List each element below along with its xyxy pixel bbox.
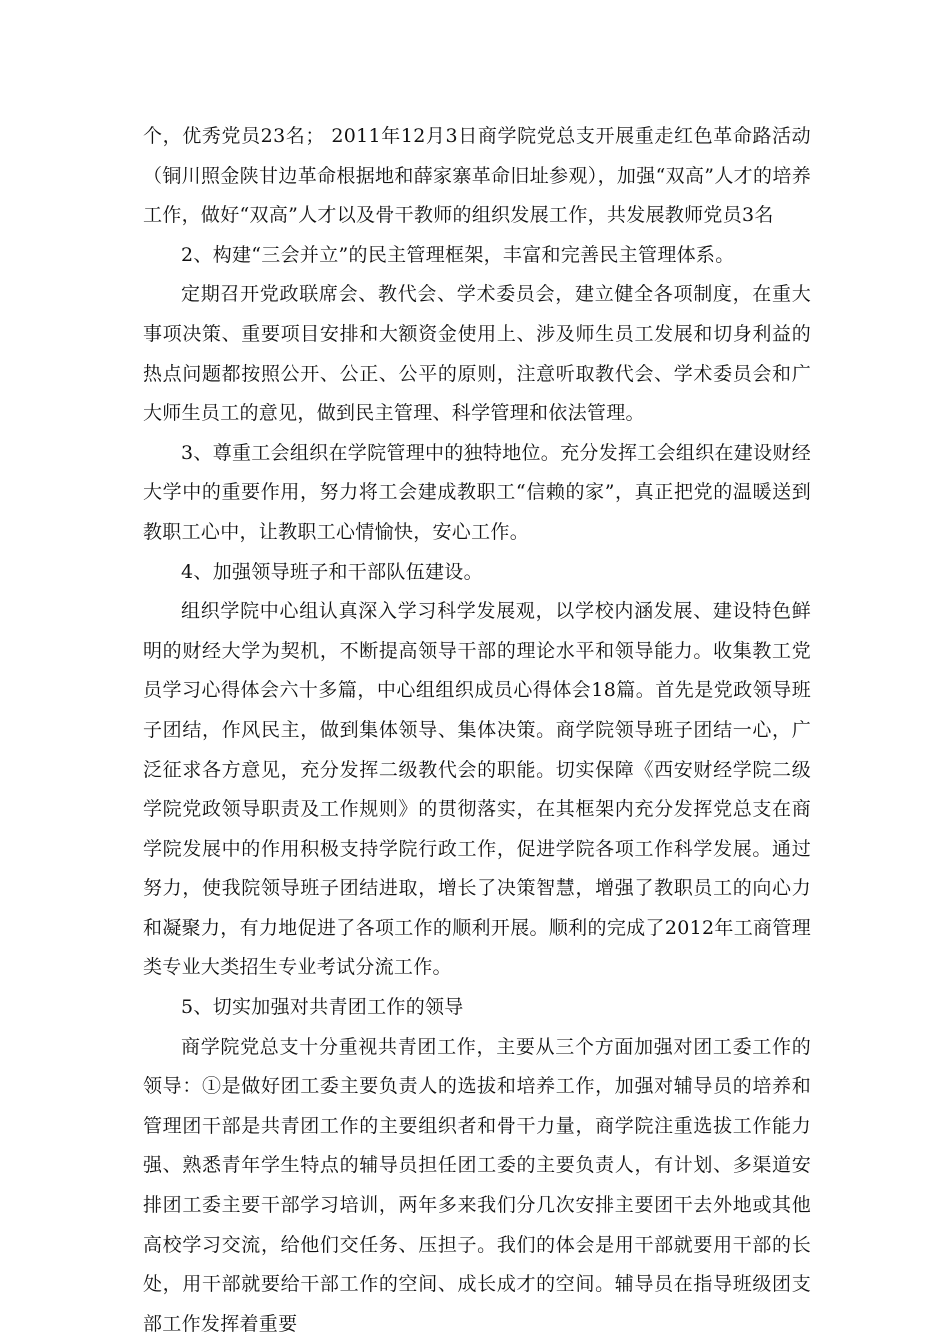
paragraph-party-members-development: 个，优秀党员23名； 2011年12月3日商学院党总支开展重走红色革命路活动（铜川照金陕甘边革命根据地和薛家寨革命旧址参观），加强“双高”人才的培养工作，做好“双高”人才以及骨干教师的组织发展工作，共发展教师党员3名 — [143, 125, 811, 227]
paragraph-trade-union: 3、尊重工会组织在学院管理中的独特地位。充分发挥工会组织在建设财经大学中的重要作用，努力将工会建成教职工“信赖的家”，真正把党的温暖送到教职工心中，让教职工心情愉快，安心工作。 — [143, 441, 811, 543]
paragraph-leadership-team: 组织学院中心组认真深入学习科学发展观，以学校内涵发展、建设特色鲜明的财经大学为契机，不断提高领导干部的理论水平和领导能力。收集教工党员学习心得体会六十多篇，中心组组织成员心得体会18篇。首先是党政领导班子团结，作风民主，做到集体领导、集体决策。商学院领导班子团结一心，广泛征求各方意见，充分发挥二级教代会的职能。切实保障《西安财经学院二级学院党政领导职责及工作规则》的贯彻落实，在其框架内充分发挥党总支在商学院发展中的作用积极支持学院行政工作，促进学院各项工作科学发展。通过努力，使我院领导班子团结进取，增长了决策智慧，增强了教职员工的向心力和凝聚力，有力地促进了各项工作的顺利开展。顺利的完成了2012年工商管理类专业大类招生专业考试分流工作。 — [143, 600, 811, 979]
body-text — [143, 117, 811, 1344]
heading-youth-league: 5、切实加强对共青团工作的领导 — [181, 996, 464, 1019]
paragraph-democratic-management: 定期召开党政联席会、教代会、学术委员会，建立健全各项制度，在重大事项决策、重要项目安排和大额资金使用上、涉及师生员工发展和切身利益的热点问题都按照公开、公正、公平的原则，注意听取教代会、学术委员会和广大师生员工的意见，做到民主管理、科学管理和依法管理。 — [143, 283, 811, 425]
paragraph-youth-league: 商学院党总支十分重视共青团工作，主要从三个方面加强对团工委工作的领导：①是做好团工委主要负责人的选拔和培养工作，加强对辅导员的培养和管理团干部是共青团工作的主要组织者和骨干力量，商学院注重选拔工作能力强、熟悉青年学生特点的辅导员担任团工委的主要负责人，有计划、多渠道安排团工委主要干部学习培训，两年多来我们分几次安排主要团干去外地或其他高校学习交流，给他们交任务、压担子。我们的体会是用干部就要用干部的长处，用干部就要给干部工作的空间、成长成才的空间。辅导员在指导班级团支部工作发挥着重要 — [143, 1035, 811, 1335]
heading-democratic-management: 2、构建“三会并立”的民主管理框架，丰富和完善民主管理体系。 — [181, 243, 735, 266]
heading-leadership-team: 4、加强领导班子和干部队伍建设。 — [181, 560, 483, 583]
